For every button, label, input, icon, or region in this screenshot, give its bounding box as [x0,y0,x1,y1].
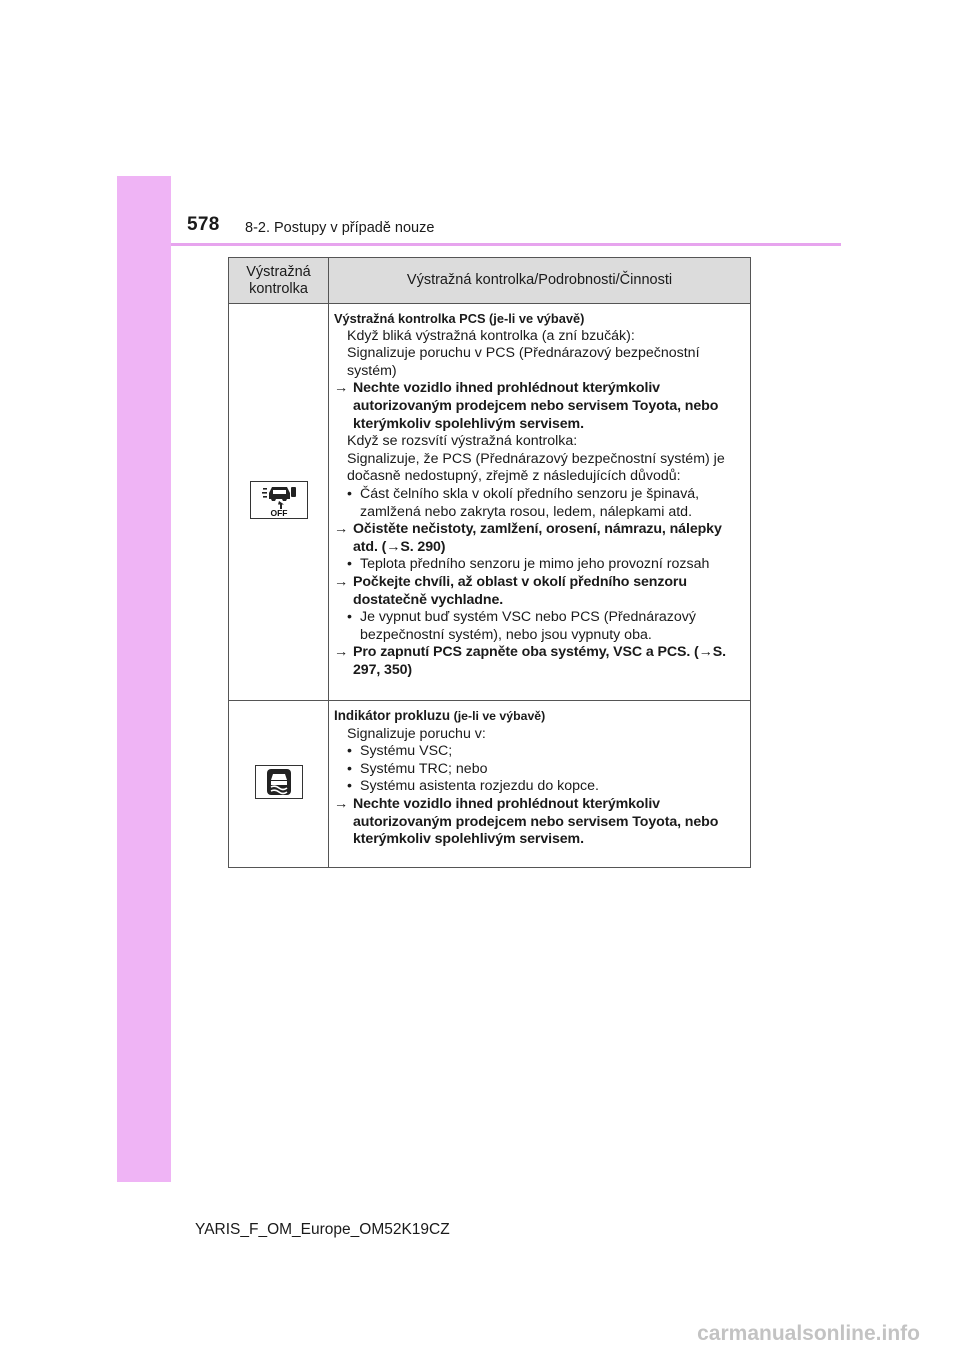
arrow-glyph: → [334,380,349,397]
arrow-glyph: → [334,521,349,538]
slip-indicator-icon [255,765,303,799]
action-text: → Očistěte nečistoty, zamlžení, orosení, námrazu, nálepky atd. (→S. 290) [334,521,722,555]
side-band [117,176,171,1182]
bullet-item: • Systému asistenta rozjezdu do kopce. [347,778,599,795]
bullet-item: • Je vypnut buď systém VSC nebo PCS (Přednárazový bezpečnostní systém), nebo jsou vypnuty oba. [347,609,696,643]
col-header-light-line1: Výstražná [246,263,311,280]
description-text: Signalizuje poruchu v PCS (Přednárazový bezpečnostní systém) [347,345,700,379]
table-header-row [229,258,751,304]
bullet-glyph: • [347,556,352,573]
pcs-icon-off-label: OFF [270,508,287,518]
section-title: 8-2. Postupy v případě nouze [245,220,435,236]
icon-cell [229,701,329,868]
description-text: Signalizuje, že PCS (Přednárazový bezpečnostní systém) je dočasně nedostupný, zřejmě z následujících důvodů: [347,450,725,485]
bullet-glyph: • [347,760,352,777]
bullet-item: • Systému VSC; [347,743,453,760]
col-header-details: Výstražná kontrolka/Podrobnosti/Činnosti [329,258,751,304]
footer-code: YARIS_F_OM_Europe_OM52K19CZ [195,1221,450,1238]
arrow-glyph: → [334,795,349,812]
details-cell [329,701,751,868]
condition-text: Když se rozsvítí výstražná kontrolka: [347,433,578,450]
table-row [229,304,751,701]
bullet-glyph: • [347,485,352,502]
bullet-glyph: • [347,743,352,760]
details-cell [329,304,751,701]
bullet-glyph: • [347,609,352,626]
table-row [229,701,751,868]
description-text: Signalizuje poruchu v: [347,725,486,742]
pcs-off-warning-icon [250,481,308,519]
action-text: → Počkejte chvíli, až oblast v okolí předního senzoru dostatečně vychladne. [334,573,687,608]
bullet-item: • Systému TRC; nebo [347,760,488,777]
row-title: Indikátor prokluzu (je-li ve výbavě) [334,708,546,723]
condition-text: Když bliká výstražná kontrolka (a zní bzučák): [347,327,635,344]
arrow-glyph: → [334,573,349,590]
arrow-glyph: → [334,644,349,661]
bullet-item: • Teplota předního senzoru je mimo jeho provozní rozsah [347,556,710,573]
bullet-item: • Část čelního skla v okolí předního senzoru je špinavá, zamlžená nebo zakryta rosou, ledem, nálepkami atd. [347,485,700,520]
action-text: → Pro zapnutí PCS zapněte oba systémy, VSC a PCS. (→S. 297, 350) [334,644,726,678]
warning-table [228,257,751,868]
row-title: Výstražná kontrolka PCS (je-li ve výbavě) [334,311,585,326]
action-text: → Nechte vozidlo ihned prohlédnout kterýmkoliv autorizovaným prodejcem nebo servisem Toyota, nebo kterýmkoliv spolehlivým servisem. [334,380,719,432]
page-number: 578 [187,214,220,235]
bullet-glyph: • [347,778,352,795]
col-header-light [229,258,329,304]
col-header-light-line2: kontrolka [249,280,308,297]
action-text: → Nechte vozidlo ihned prohlédnout kterýmkoliv autorizovaným prodejcem nebo servisem Toyota, nebo kterýmkoliv spolehlivým servisem. [334,795,719,848]
watermark-link[interactable]: carmanualsonline.info [697,1322,920,1345]
header-rule [171,243,841,246]
icon-cell [229,304,329,701]
